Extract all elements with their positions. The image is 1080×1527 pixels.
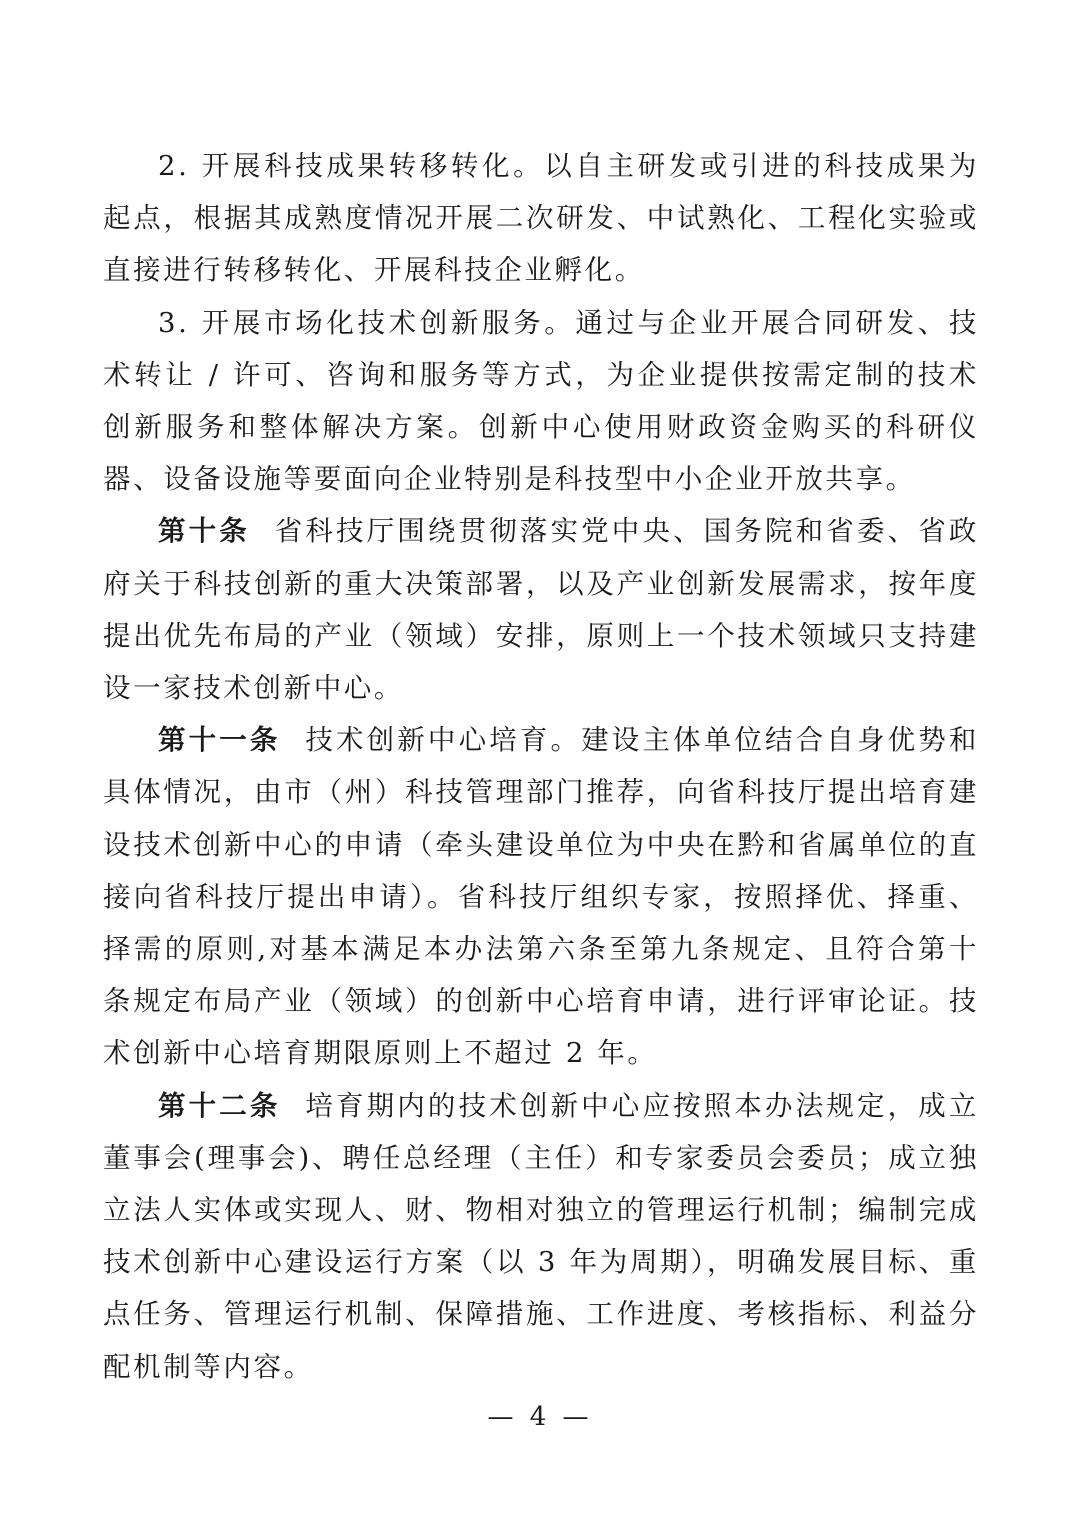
paragraph-item-3: [103, 297, 979, 506]
paragraph-item-2: [103, 140, 979, 297]
article-title: 第十二条: [158, 1089, 281, 1122]
article-10: [103, 505, 979, 714]
paragraph-text: 2. 开展科技成果转移转化。以自主研发或引进的科技成果为起点，根据其成熟度情况开展二次研发、中试熟化、工程化实验或直接进行转移转化、开展科技企业孵化。: [103, 150, 979, 287]
document-body: [103, 140, 979, 1393]
paragraph-text: 技术创新中心培育。建设主体单位结合自身优势和具体情况，由市（州）科技管理部门推荐，向省科技厅提出培育建设技术创新中心的申请（牵头建设单位为中央在黔和省属单位的直接向省科技厅提出申请）。省科技厅组织专家，按照择优、择重、择需的原则,对基本满足本办法第六条至第九条规定、且符合第十条规定布局产业（领域）的创新中心培育申请，进行评审论证。技术创新中心培育期限原则上不超过 2 年。: [103, 724, 979, 1070]
article-title: 第十条: [158, 515, 250, 548]
paragraph-text: 省科技厅围绕贯彻落实党中央、国务院和省委、省政府关于科技创新的重大决策部署，以及产业创新发展需求，按年度提出优先布局的产业（领域）安排，原则上一个技术领域只支持建设一家技术创新中心。: [103, 515, 979, 705]
article-11: [103, 714, 979, 1079]
article-12: [103, 1080, 979, 1393]
article-title: 第十一条: [158, 724, 281, 757]
page-number: — 4 —: [487, 1402, 593, 1432]
paragraph-text: 3. 开展市场化技术创新服务。通过与企业开展合同研发、技术转让 / 许可、咨询和服务等方式，为企业提供按需定制的技术创新服务和整体解决方案。创新中心使用财政资金购买的科研仪器、设备设施等要面向企业特别是科技型中小企业开放共享。: [103, 306, 979, 496]
paragraph-text: 培育期内的技术创新中心应按照本办法规定，成立董事会(理事会)、聘任总经理（主任）和专家委员会委员；成立独立法人实体或实现人、财、物相对独立的管理运行机制；编制完成技术创新中心建设运行方案（以 3 年为周期），明确发展目标、重点任务、管理运行机制、保障措施、工作进度、考核指标、利益分配机制等内容。: [103, 1089, 979, 1383]
